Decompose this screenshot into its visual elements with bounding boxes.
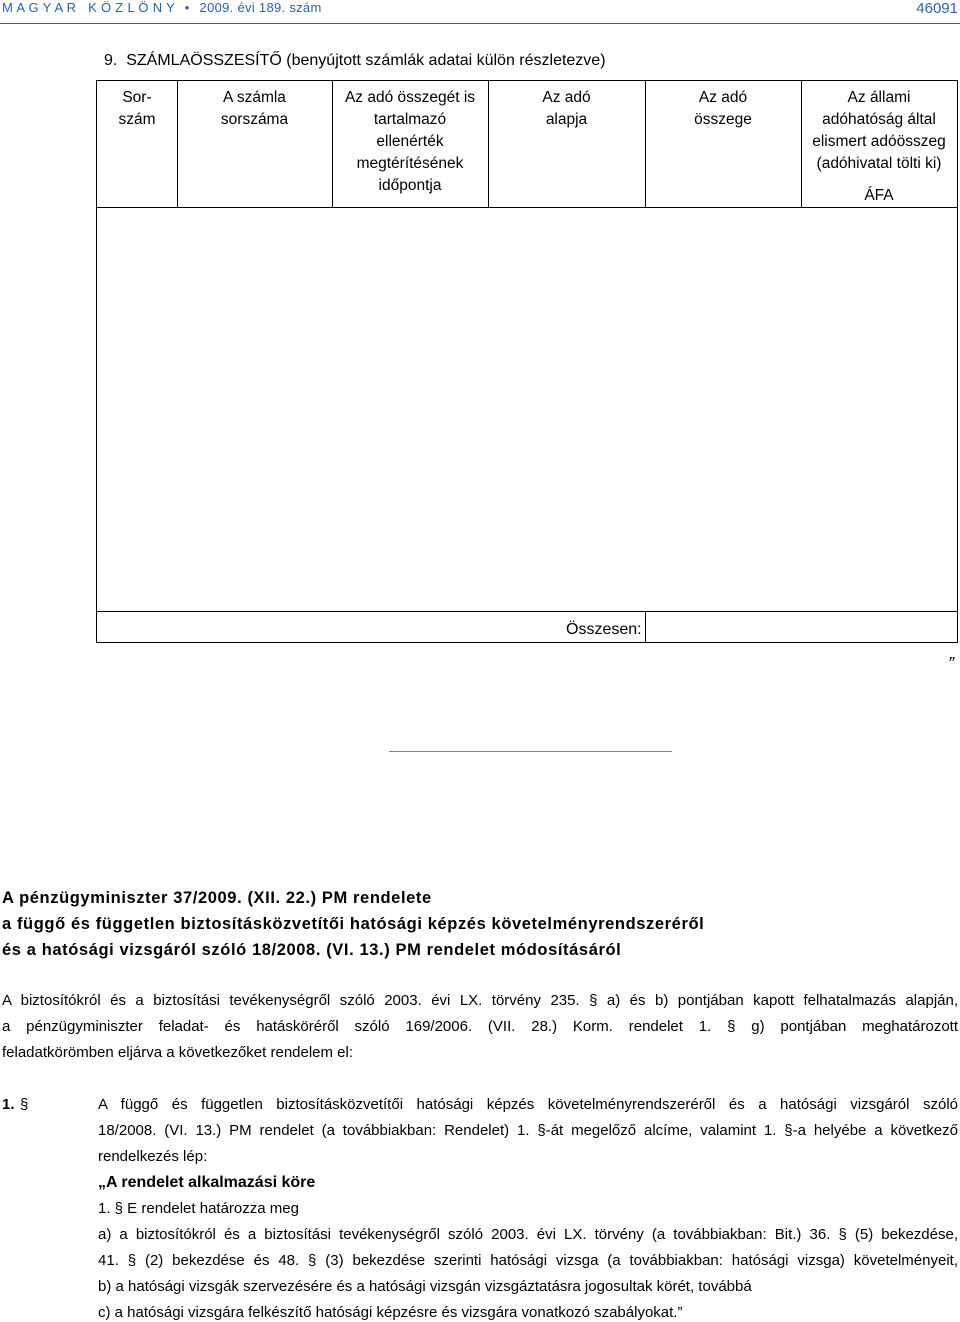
regulation-title-line: a függő és független biztosításközvetítői hatósági képzés követelményrendszeréről xyxy=(2,915,705,933)
total-row-top xyxy=(97,611,957,612)
preamble-line: feladatkörömben eljárva a következőket rendelem el: xyxy=(2,1044,354,1061)
invoice-summary-table xyxy=(96,80,958,643)
preamble-line: A biztosítókról és a biztosítási tevékenységről szóló 2003. évi LX. törvény 235. § a) és b) pontjában kapott felhatalmazás alapján, xyxy=(2,992,958,1009)
col-header-row-number: Sor- szám xyxy=(118,89,156,128)
paragraph-sign: § xyxy=(20,1096,29,1113)
form-title: 9. SZÁMLAÖSSZESÍTŐ (benyújtott számlák adatai külön részletezve) xyxy=(104,52,606,69)
section-line: 18/2008. (VI. 13.) PM rendelet (a továbbiakban: Rendelet) 1. §-át megelőző alcíme, valamint 1. §-a helyébe a következő xyxy=(98,1122,958,1139)
section-item: b) a hatósági vizsgák szervezésére és a hatósági vizsgán vizsgáztatásra jogosultak körét, továbbá xyxy=(98,1278,752,1295)
section-item: a) a biztosítókról és a biztosítási tevékenységről szóló 2003. évi LX. törvény (a továbbiakban: Bit.) 36. § (5) bekezdése, xyxy=(98,1226,958,1243)
closing-quote: ” xyxy=(948,654,954,674)
section-line: A függő és független biztosításközvetítői hatósági képzés követelményrendszeréről és a hatósági vizsgáról szóló xyxy=(98,1096,958,1113)
regulation-title-line: és a hatósági vizsgáról szóló 18/2008. (VI. 13.) PM rendelet módosításáról xyxy=(2,941,622,959)
section-separator xyxy=(389,751,672,752)
col-header-reimbursement-date: Az adó összegét is tartalmazó ellenérték megtérítésének időpontja xyxy=(344,89,476,194)
bullet-icon: • xyxy=(184,0,190,15)
regulation-title-line: A pénzügyminiszter 37/2009. (XII. 22.) PM rendelete xyxy=(2,889,432,907)
col-header-approved-tax: Az állami adóhatóság által elismert adóösszeg (adóhivatal tölti ki) ÁFA xyxy=(801,87,957,207)
journal-name: M A G Y A R K Ö Z L Ö N Y xyxy=(2,0,175,15)
total-divider xyxy=(645,611,646,643)
col-header-tax-base: Az adó alapja xyxy=(542,89,591,128)
page-number: 46091 xyxy=(916,0,958,17)
issue-label: 2009. évi 189. szám xyxy=(199,0,322,15)
section-number: 1. xyxy=(2,1096,15,1113)
preamble xyxy=(2,988,958,1068)
total-label: Összesen: xyxy=(566,621,642,638)
header-row-bottom xyxy=(97,207,957,208)
col-header-tax-amount: Az adó összege xyxy=(694,89,752,128)
section-item: 41. § (2) bekezdése és 48. § (3) bekezdése szerinti hatósági vizsga (a továbbiakban: hatósági vizsga) követelményeit, xyxy=(98,1252,958,1269)
preamble-line: a pénzügyminiszter feladat- és hatásköréről szóló 169/2006. (VII. 28.) Korm. rendelet 1. § g) pontjában meghatározott xyxy=(2,1018,958,1035)
section-item: c) a hatósági vizsgára felkészítő hatósági képzésre és vizsgára vonatkozó szabályokat.” xyxy=(98,1304,683,1321)
section-line: rendelkezés lép: xyxy=(98,1148,208,1165)
section-body xyxy=(98,1096,958,1321)
col-header-invoice-number: A számla sorszáma xyxy=(220,89,289,128)
section-item-heading: 1. § E rendelet határozza meg xyxy=(98,1200,299,1217)
journal-header xyxy=(2,0,322,15)
section-subtitle: „A rendelet alkalmazási köre xyxy=(98,1174,316,1191)
vat-label: ÁFA xyxy=(864,187,894,204)
header-divider xyxy=(0,23,960,24)
